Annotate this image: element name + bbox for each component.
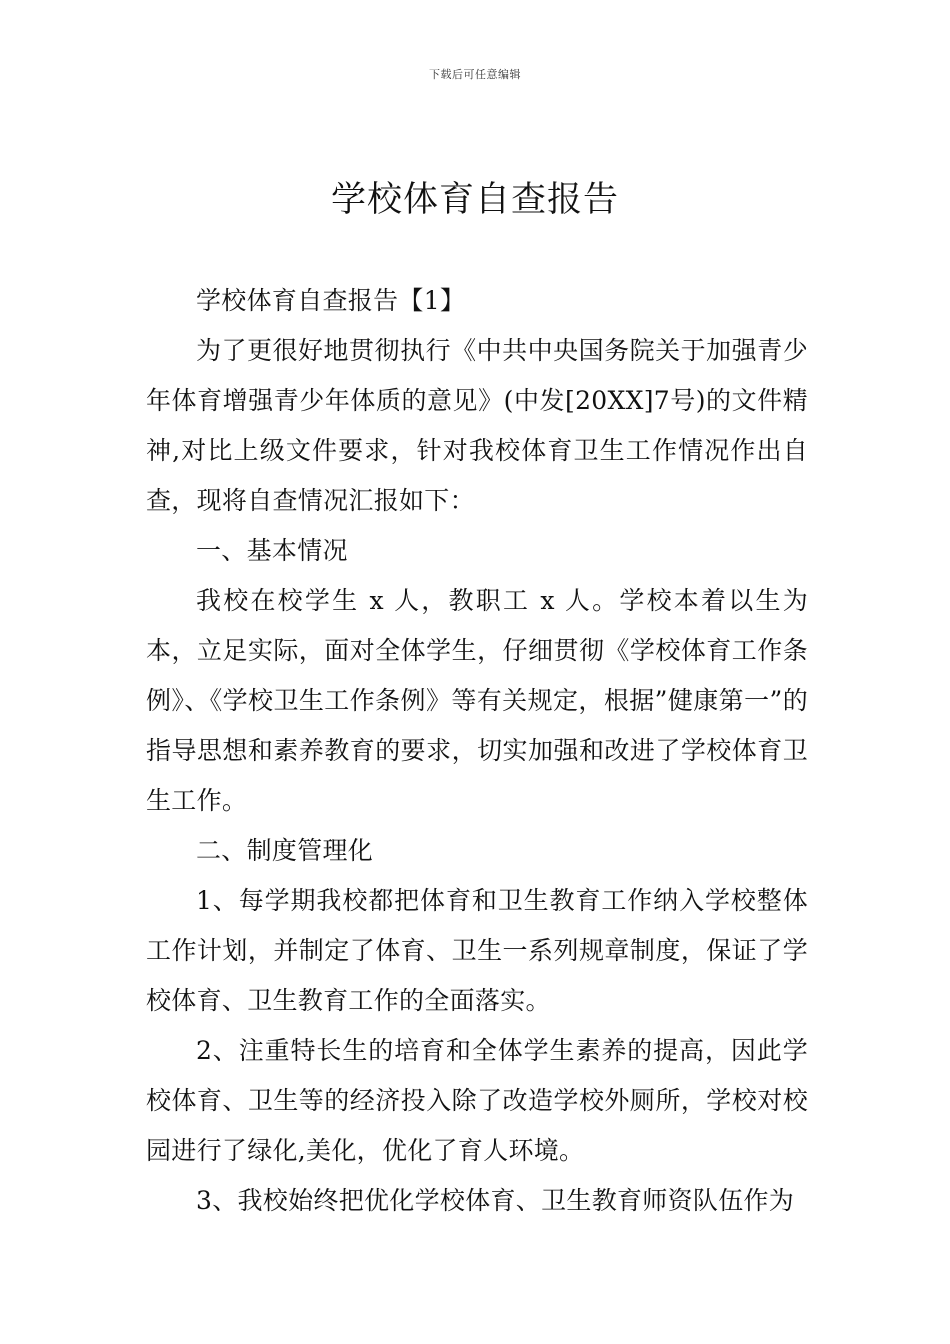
document-body: [146, 276, 808, 1226]
basic-situation-paragraph: 我校在校学生 x 人，教职工 x 人。学校本着以生为本，立足实际，面对全体学生，仔细贯彻《学校体育工作条例》、《学校卫生工作条例》等有关规定，根据”健康第一”的指导思想和素养教育的要求，切实加强和改进了学校体育卫生工作。: [146, 586, 808, 815]
list-item-2: 2、注重特长生的培育和全体学生素养的提高，因此学校体育、卫生等的经济投入除了改造学校外厕所，学校对校园进行了绿化,美化，优化了育人环境。: [146, 1036, 808, 1165]
list-item-1: 1、每学期我校都把体育和卫生教育工作纳入学校整体工作计划，并制定了体育、卫生一系列规章制度，保证了学校体育、卫生教育工作的全面落实。: [146, 886, 808, 1015]
section-heading-report-1: 学校体育自查报告【1】: [196, 286, 466, 315]
header-note: 下载后可任意编辑: [429, 68, 521, 81]
section-heading-system-management: 二、制度管理化: [196, 836, 374, 865]
intro-paragraph: 为了更很好地贯彻执行《中共中央国务院关于加强青少年体育增强青少年体质的意见》(中发[20XX]7号)的文件精神,对比上级文件要求，针对我校体育卫生工作情况作出自查，现将自查情况汇报如下：: [146, 336, 808, 515]
list-item-3: 3、我校始终把优化学校体育、卫生教育师资队伍作为: [196, 1186, 795, 1215]
section-heading-basic-situation: 一、基本情况: [196, 536, 348, 565]
document-title: 学校体育自查报告: [330, 180, 619, 220]
